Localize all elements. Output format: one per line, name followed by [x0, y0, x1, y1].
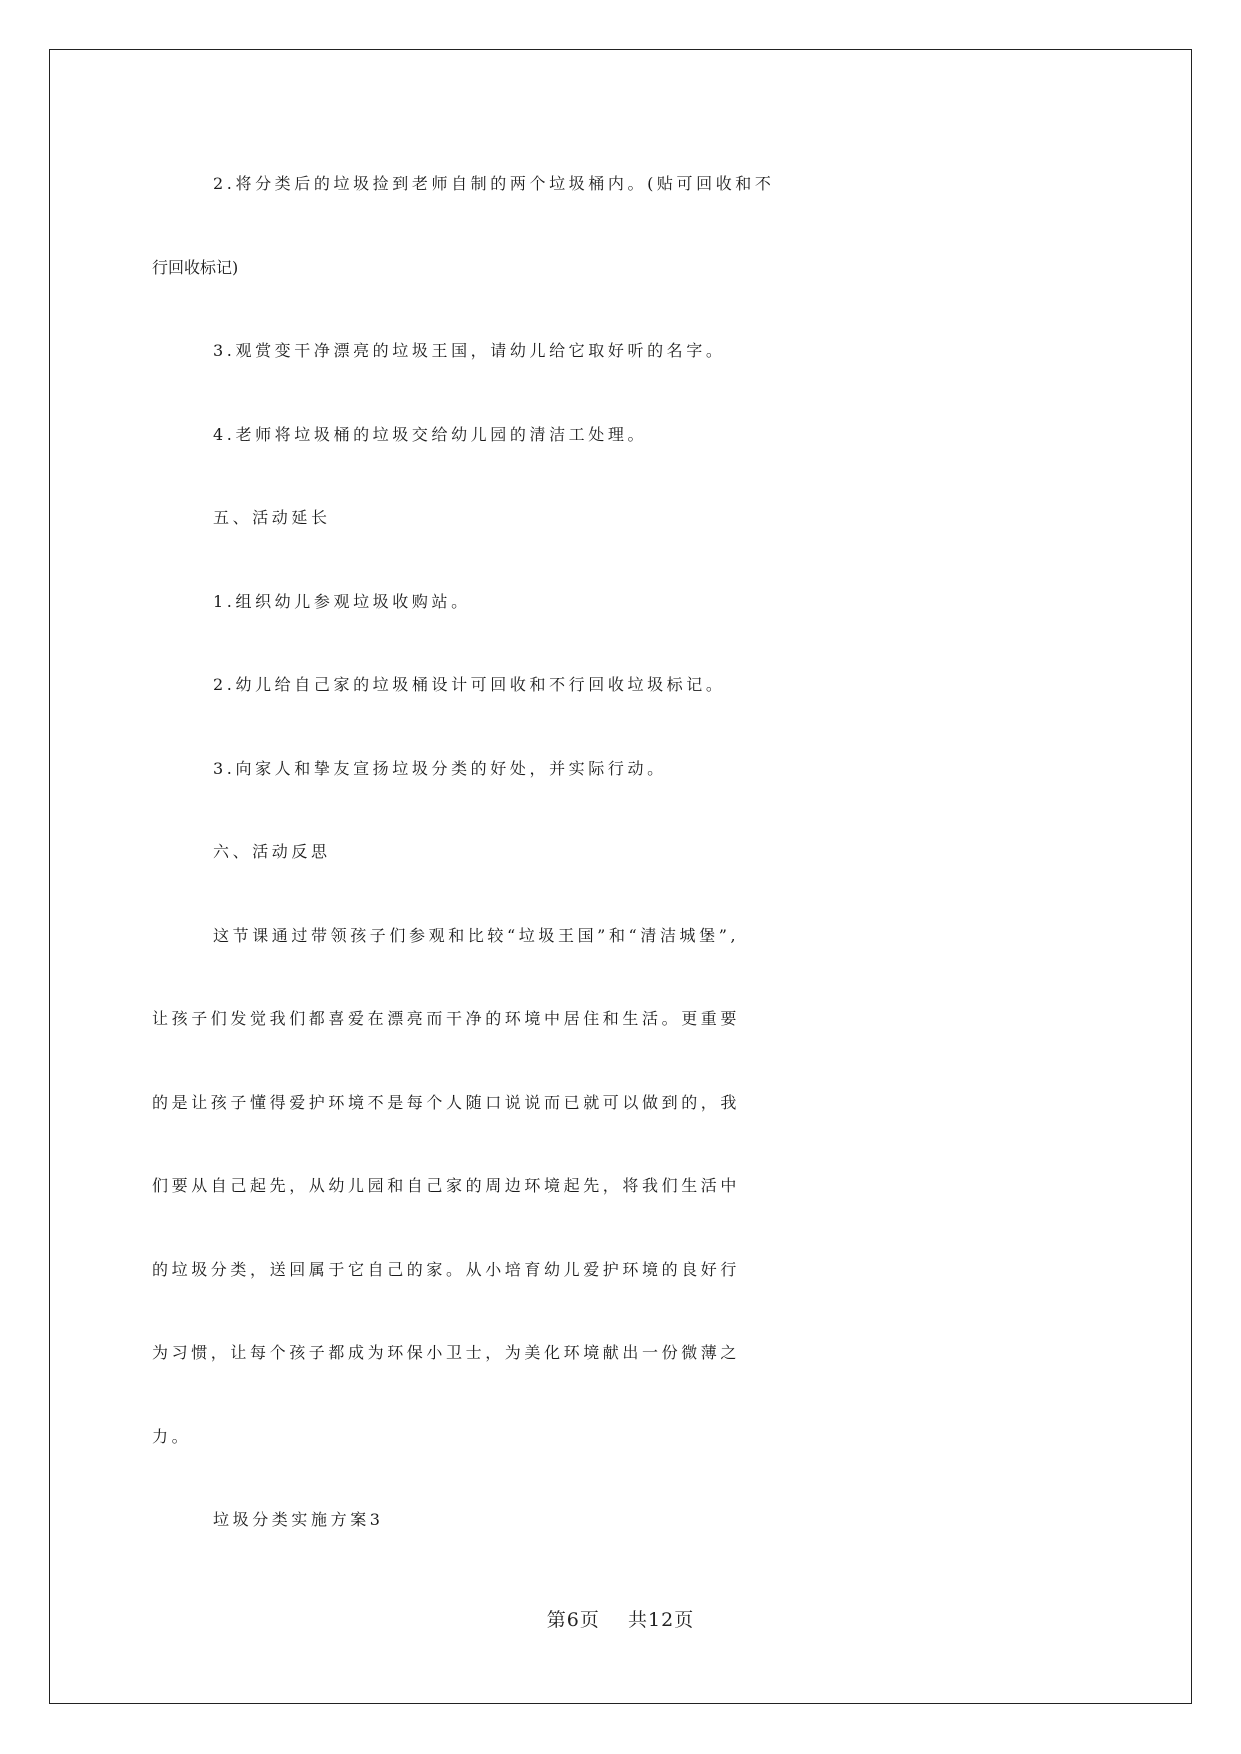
text-line: 2.将分类后的垃圾捡到老师自制的两个垃圾桶内。(贴可回收和不 — [213, 174, 775, 193]
text-line: 们要从自己起先，从幼儿园和自己家的周边环境起先，将我们生活中 — [152, 1176, 741, 1195]
text-line: 这节课通过带领孩子们参观和比较“垃圾王国”和“清洁城堡”, — [213, 925, 740, 945]
text-line: 力。 — [152, 1426, 192, 1446]
text-line: 3.观赏变干净漂亮的垃圾王国，请幼儿给它取好听的名字。 — [213, 341, 726, 360]
page-number: 第6页 — [546, 1609, 600, 1631]
document-body — [152, 162, 1092, 1582]
text-line: 为习惯，让每个孩子都成为环保小卫士，为美化环境献出一份微薄之 — [152, 1343, 741, 1362]
page-total: 共12页 — [628, 1609, 695, 1631]
text-line: 让孩子们发觉我们都喜爱在漂亮而干净的环境中居住和生活。更重要 — [152, 1009, 741, 1028]
text-line: 行回收标记) — [152, 257, 239, 277]
section-heading: 垃圾分类实施方案3 — [213, 1510, 384, 1529]
text-line: 2.幼儿给自己家的垃圾桶设计可回收和不行回收垃圾标记。 — [213, 675, 726, 694]
text-line: 的是让孩子懂得爱护环境不是每个人随口说说而已就可以做到的，我 — [152, 1092, 741, 1112]
page-footer — [0, 1605, 1241, 1632]
section-heading: 五、活动延长 — [213, 508, 331, 527]
text-line: 4.老师将垃圾桶的垃圾交给幼儿园的清洁工处理。 — [213, 424, 648, 444]
text-line: 1.组织幼儿参观垃圾收购站。 — [213, 591, 471, 611]
section-heading: 六、活动反思 — [213, 842, 331, 861]
text-line: 的垃圾分类，送回属于它自己的家。从小培育幼儿爱护环境的良好行 — [152, 1259, 741, 1279]
text-line: 3.向家人和挚友宣扬垃圾分类的好处，并实际行动。 — [213, 758, 667, 778]
